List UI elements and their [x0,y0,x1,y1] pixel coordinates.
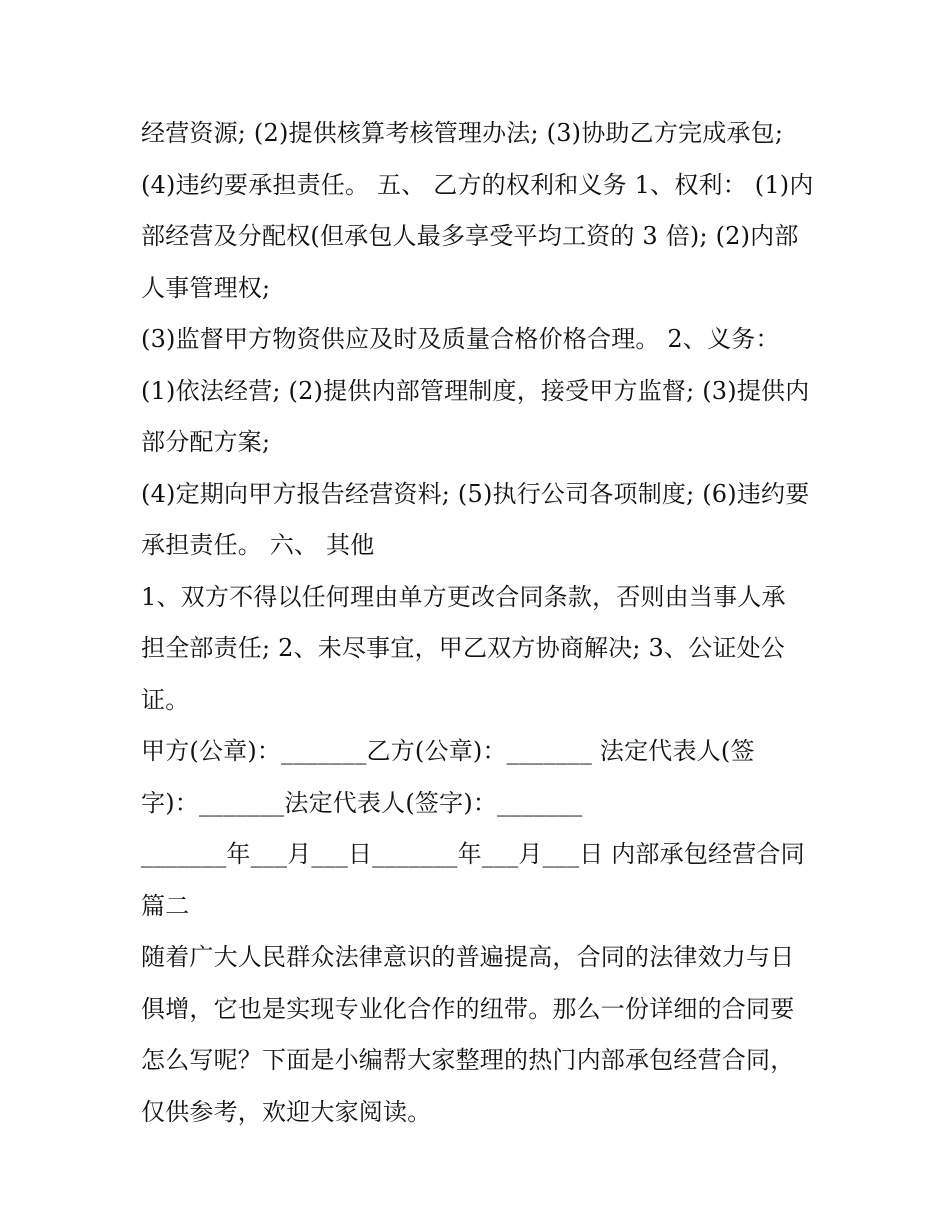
text-line-7: 部分配方案; [141,428,271,456]
text-line-8: (4)定期向甲方报告经营资料; (5)执行公司各项制度; (6)违约要 [141,479,810,508]
intro-line-2: 俱增，它也是实现专业化合作的纽带。那么一份详细的合同要 [141,994,795,1023]
text-line-6: (1)依法经营; (2)提供内部管理制度，接受甲方监督; (3)提供内 [141,376,810,405]
section-title: 篇二 [141,891,190,920]
intro-line-1: 随着广大人民群众法律意识的普遍提高，合同的法律效力与日 [141,943,795,971]
text-line-10: 1、双方不得以任何理由单方更改合同条款，否则由当事人承 [141,582,786,611]
date-line: _______年___月___日_______年___月___日 内部承包经营合同 [141,840,805,868]
text-line-11: 担全部责任; 2、未尽事宜，甲乙双方协商解决; 3、公证处公 [141,634,785,662]
text-line-4: 人事管理权; [141,273,271,302]
text-line-12: 证。 [141,685,190,714]
document-body [141,108,821,1138]
text-line-2: (4)违约要承担责任。 五、 乙方的权利和义务 1、权利： (1)内 [141,170,814,199]
signature-line-2: 字)：_______法定代表人(签字)：_______ [141,788,583,817]
text-line-9: 承担责任。 六、 其他 [141,531,375,559]
signature-line-1: 甲方(公章)：_______乙方(公章)：_______ 法定代表人(签 [141,737,755,765]
text-line-1: 经营资源; (2)提供核算考核管理办法; (3)协助乙方完成承包; [141,119,784,147]
text-line-5: (3)监督甲方物资供应及时及质量合格价格合理。 2、义务： [141,325,780,353]
intro-line-3: 怎么写呢？下面是小编帮大家整理的热门内部承包经营合同， [141,1046,795,1074]
intro-line-4: 仅供参考，欢迎大家阅读。 [141,1097,432,1126]
text-line-3: 部经营及分配权(但承包人最多享受平均工资的 3 倍); (2)内部 [141,222,799,250]
